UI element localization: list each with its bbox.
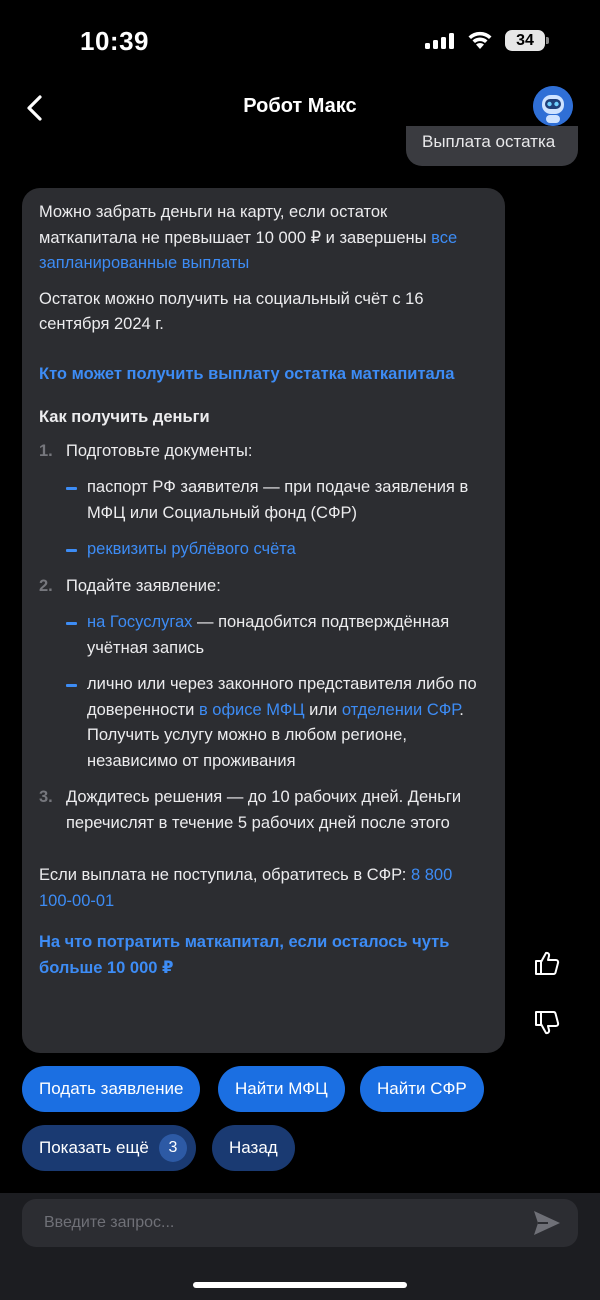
link-sfr-office[interactable]: отделении СФР	[341, 700, 460, 719]
cellular-signal-icon	[425, 33, 455, 49]
step-text: Дождитесь решения — до 10 рабочих дней. Деньги перечислят в течение 5 рабочих дней после этого	[66, 788, 462, 832]
list-item: паспорт РФ заявителя — при подаче заявления в МФЦ или Социальный фонд (СФР)	[66, 475, 488, 526]
show-more-label: Показать ещё	[39, 1138, 149, 1157]
link-gosuslugi[interactable]: на Госуслугах	[87, 613, 193, 631]
user-message-bubble: Выплата остатка	[406, 126, 578, 166]
show-more-button[interactable]	[22, 1125, 196, 1171]
link-mfc-office[interactable]: в офисе МФЦ	[198, 700, 305, 719]
battery-cap	[546, 37, 549, 44]
list-item-text: — понадобится подтверждённая учётная запись	[87, 613, 450, 657]
wifi-icon	[466, 28, 494, 50]
sfr-phone-link[interactable]: 8 800 100-00-01	[39, 866, 453, 910]
bot-message-bubble	[22, 188, 505, 1053]
robot-icon	[533, 86, 573, 126]
message-paragraph	[39, 200, 488, 277]
list-item-text: . Получить услугу можно в любом регионе, независимо от проживания	[87, 700, 464, 770]
back-chip-button[interactable]: Назад	[212, 1125, 295, 1171]
query-input-container	[22, 1199, 578, 1247]
battery-indicator: 34	[505, 30, 545, 51]
list-item-text: лично или через законного представителя либо по доверенности	[87, 675, 477, 719]
list-item	[66, 672, 488, 774]
step-number: 3.	[39, 788, 53, 806]
list-item-text: или	[304, 700, 342, 719]
thumbs-down-icon[interactable]	[534, 1010, 560, 1036]
status-time: 10:39	[80, 26, 149, 56]
show-more-count-badge: 3	[159, 1134, 187, 1162]
step-2	[39, 574, 488, 775]
step-number: 2.	[39, 576, 53, 595]
find-mfc-button[interactable]: Найти МФЦ	[218, 1066, 345, 1112]
link-bank-details[interactable]: реквизиты рублёвого счёта	[87, 540, 296, 558]
contact-paragraph	[39, 863, 488, 914]
step-3	[39, 785, 488, 836]
apply-button[interactable]: Подать заявление	[22, 1066, 200, 1112]
find-sfr-button[interactable]: Найти СФР	[360, 1066, 484, 1112]
section-heading: Как получить деньги	[39, 408, 210, 426]
send-icon[interactable]	[532, 1209, 562, 1237]
message-text: Если выплата не поступила, обратитесь в СФР:	[39, 866, 411, 884]
step-number: 1.	[39, 441, 53, 460]
message-text: Остаток можно получить на социальный счёт с 16 сентября 2024 г.	[39, 289, 424, 333]
step-1	[39, 439, 488, 563]
list-item	[66, 610, 488, 661]
input-panel	[0, 1193, 600, 1300]
link-who-can-get[interactable]: Кто может получить выплату остатка маткапитала	[39, 364, 455, 383]
step-text: Подготовьте документы:	[66, 441, 253, 460]
step-text: Подайте заявление:	[66, 576, 221, 595]
status-bar	[0, 0, 600, 80]
link-how-to-spend[interactable]: На что потратить маткапитал, если осталось чуть больше 10 000 ₽	[39, 933, 450, 977]
avatar[interactable]	[533, 86, 573, 126]
query-input[interactable]	[22, 1199, 512, 1247]
link-all-payments[interactable]: все запланированные выплаты	[39, 228, 458, 272]
list-item	[66, 537, 488, 563]
page-title: Робот Макс	[243, 95, 357, 117]
home-indicator	[193, 1282, 407, 1288]
thumbs-up-icon[interactable]	[534, 950, 560, 976]
message-text: Можно забрать деньги на карту, если остаток маткапитала не превышает 10 000 ₽ и завершены	[39, 203, 432, 247]
